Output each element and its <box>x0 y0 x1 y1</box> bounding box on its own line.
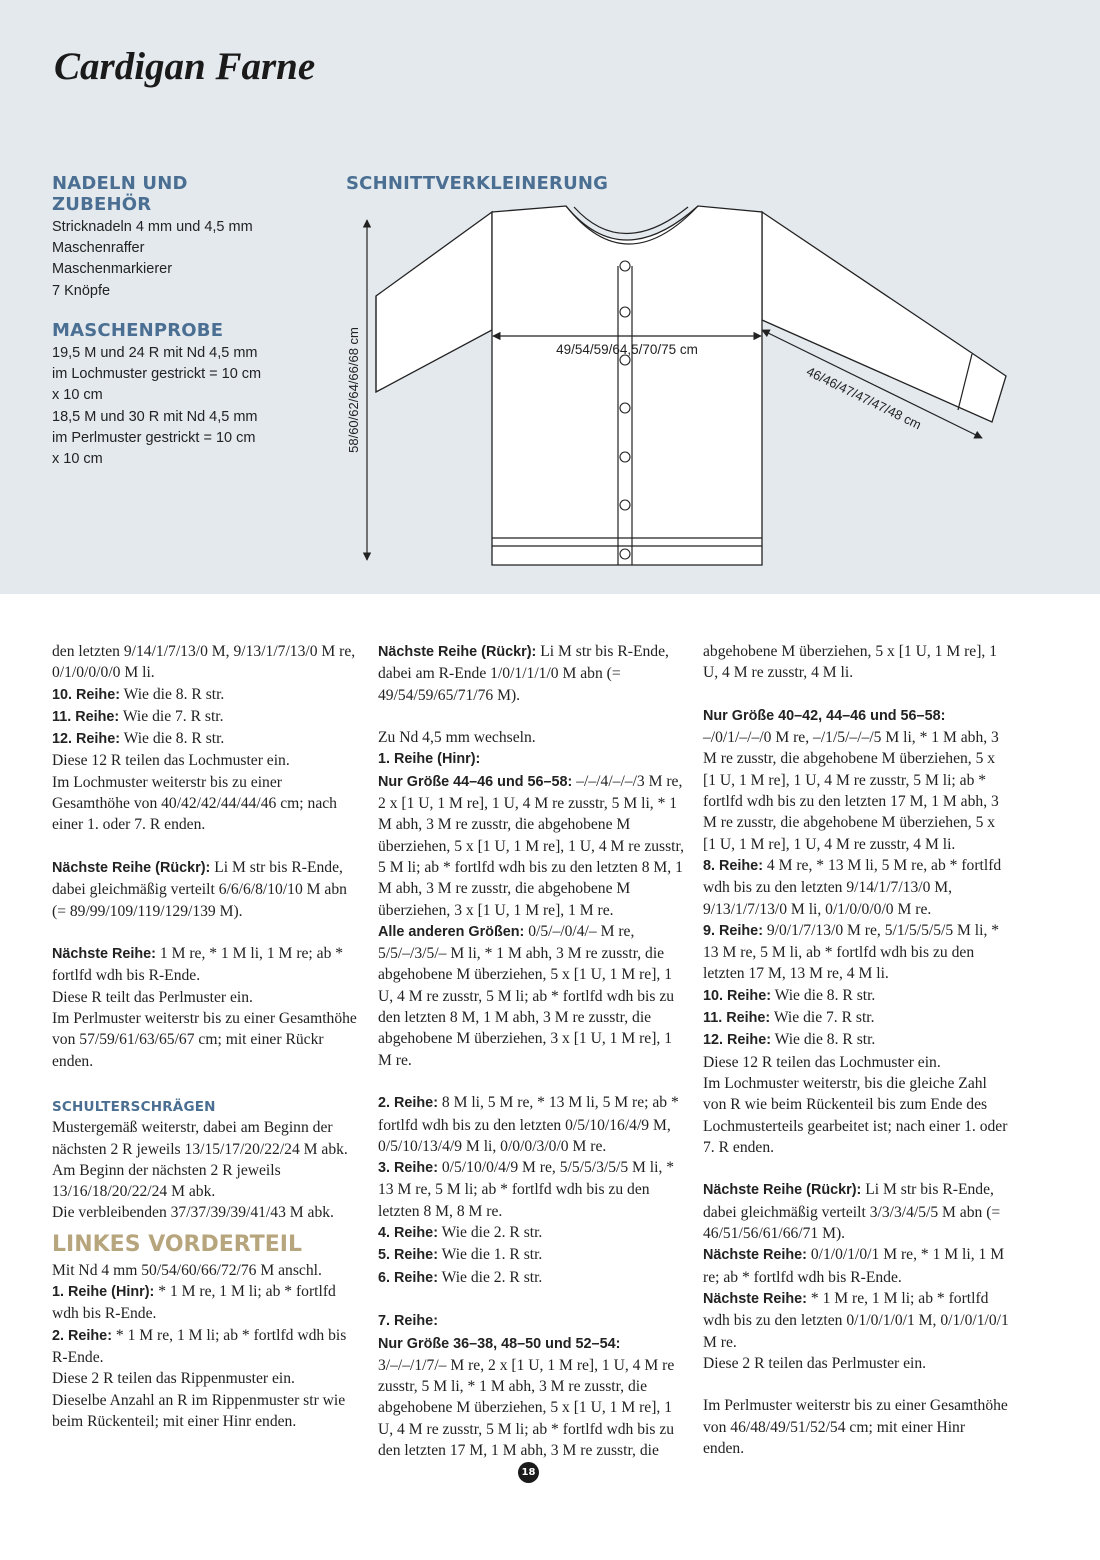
instruction-text: –/–/4/–/–/3 M re, 2 x [1 U, 1 M re], 1 U, 4 M re zusstr, 5 M li, * 1 M abh, 3 M re zusstr, die abgehobene M überziehen, 5 x [1 U, 1 M re], 1 U, 4 M re zusstr, 5 M li; ab * fortlfd wdh bis zu den letzten 8 M, 1 M abh, 3 M re zusstr, die abgehobene M überziehen, 3 x [1 U, 1 M re], 1 M re. <box>378 772 684 919</box>
instruction-paragraph <box>52 1160 358 1203</box>
row-label: Nur Größe 44–46 und 56–58: <box>378 773 573 790</box>
row-label: 1. Reihe (Hinr): <box>378 751 481 768</box>
row-label: Nur Größe 40–42, 44–46 und 56–58: <box>703 707 946 724</box>
row-label: 5. Reihe: <box>378 1247 438 1264</box>
instruction-paragraph <box>52 1202 358 1223</box>
row-label: Nächste Reihe (Rückr): <box>378 644 537 660</box>
instruction-paragraph <box>52 1390 358 1433</box>
row-label: Nächste Reihe (Rückr): <box>703 1182 862 1199</box>
instruction-paragraph <box>703 1288 1009 1353</box>
instruction-paragraph <box>378 1222 684 1244</box>
instruction-text: Li M str bis R-Ende, dabei gleichmäßig verteilt 6/6/6/8/10/10 M abn (= 89/99/109/119/129/139 M). <box>52 858 347 920</box>
instruction-paragraph <box>52 684 358 706</box>
instruction-text: Diese 2 R teilen das Perlmuster ein. <box>703 1354 927 1372</box>
instruction-text: abgehobene M überziehen, 5 x [1 U, 1 M re], 1 U, 4 M re zusstr, 4 M li. <box>703 643 998 682</box>
needles-line: 7 Knöpfe <box>52 282 111 299</box>
length-label: 58/60/62/64/66/68 cm <box>346 327 361 453</box>
text-column-2 <box>378 641 684 1461</box>
row-label: Nächste Reihe: <box>703 1247 807 1264</box>
row-label: Nächste Reihe: <box>52 946 156 963</box>
instruction-text: Im Lochmuster weiterstr, bis die gleiche Zahl von R wie beim Rückenteil bis zum Ende des Lochmusterteils gearbeitet ist; nach einer 1. oder 7. R enden. <box>703 1074 1008 1156</box>
instruction-text: Diese 12 R teilen das Lochmuster ein. <box>52 752 290 770</box>
row-label: Nächste Reihe: <box>703 1290 807 1307</box>
instruction-paragraph <box>52 772 358 836</box>
instruction-paragraph <box>378 1092 684 1157</box>
instruction-text: den letzten 9/14/1/7/13/0 M, 9/13/1/7/13/0 M re, 0/1/0/0/0/0 M li. <box>52 643 356 682</box>
row-label: 10. Reihe: <box>703 987 771 1004</box>
instruction-text: Wie die 1. R str. <box>437 1246 543 1264</box>
instruction-text: Wie die 2. R str. <box>437 1224 543 1242</box>
gauge-section <box>52 320 322 470</box>
instruction-paragraph <box>703 855 1009 920</box>
needles-heading: NADELN UND ZUBEHÖR <box>52 173 188 215</box>
row-label: 11. Reihe: <box>703 1010 771 1027</box>
instruction-paragraph <box>52 1260 358 1281</box>
instruction-text: Wie die 2. R str. <box>437 1268 543 1286</box>
paragraph-gap <box>703 684 1009 705</box>
paragraph-gap <box>378 1071 684 1092</box>
needles-line: Stricknadeln 4 mm und 4,5 mm <box>52 219 253 235</box>
instruction-text: 0/5/–/0/4/– M re, 5/5/–/3/5/– M li, * 1 M abh, 3 M re zusstr, die abgehobene M überziehen, 5 x [1 U, 1 M re], 1 U, 4 M re zusstr, 5 M li; ab * fortlfd wdh bis zu den letzten 8 M, 1 M abh, 3 M re zusstr, die abgehobene M überziehen, 3 x [1 U, 1 M re], 1 M re. <box>378 922 675 1069</box>
instruction-paragraph <box>378 1244 684 1266</box>
row-label: 2. Reihe: <box>52 1327 112 1344</box>
instruction-text: Wie die 7. R str. <box>119 707 224 725</box>
needles-line: Maschenraffer <box>52 240 145 257</box>
instruction-text: Diese R teilt das Perlmuster ein. <box>52 988 253 1006</box>
instruction-paragraph <box>378 1333 684 1462</box>
instruction-text: 1 M re, * 1 M li, 1 M re; ab * fortlfd wdh bis R-Ende. <box>52 945 344 985</box>
row-label: 10. Reihe: <box>52 686 120 703</box>
instruction-paragraph <box>378 771 684 921</box>
instruction-text: Dieselbe Anzahl an R im Rippenmuster str wie beim Rückenteil; mit einer Hinr enden. <box>52 1391 346 1430</box>
page-number: 18 <box>518 1462 539 1483</box>
text-column-1 <box>52 641 358 1432</box>
row-label: 7. Reihe: <box>378 1313 438 1330</box>
gauge-line: 19,5 M und 24 R mit Nd 4,5 mm <box>52 345 258 361</box>
instruction-text: Im Lochmuster weiterstr bis zu einer Gesamthöhe von 40/42/42/44/44/46 cm; nach einer 1. oder 7. R enden. <box>52 773 337 834</box>
instruction-paragraph <box>703 920 1009 985</box>
instruction-paragraph <box>52 706 358 728</box>
instruction-paragraph <box>52 750 358 771</box>
instruction-paragraph <box>52 1325 358 1369</box>
instruction-text: Diese 12 R teilen das Lochmuster ein. <box>703 1053 941 1071</box>
instruction-text: 8 M li, 5 M re, * 13 M li, 5 M re; ab * fortlfd wdh bis zu den letzten 0/5/10/16/4/9 M, 0/5/10/13/4/9 M li, 0/0/0/3/0/0 M re. <box>378 1094 679 1155</box>
instruction-paragraph <box>703 985 1009 1007</box>
paragraph-gap <box>52 836 358 857</box>
instruction-paragraph <box>52 1008 358 1072</box>
page-title: Cardigan Farne <box>54 45 316 88</box>
paragraph-gap <box>703 1158 1009 1179</box>
instruction-text: 0/1/0/1/0/1 M re, * 1 M li, 1 M re; ab * fortlfd wdh bis R-Ende. <box>703 1246 1005 1286</box>
instruction-paragraph <box>52 728 358 750</box>
instruction-text: Wie die 8. R str. <box>119 685 225 703</box>
instruction-text: Im Perlmuster weiterstr bis zu einer Gesamthöhe von 57/59/61/63/65/67 cm; mit einer Rückr enden. <box>52 1010 357 1070</box>
row-label: 12. Reihe: <box>703 1032 771 1049</box>
gauge-heading: MASCHENPROBE <box>52 320 224 341</box>
instruction-text: Mustergemäß weiterstr, dabei am Beginn der nächsten 2 R jeweils 13/15/17/20/22/24 M abk. <box>52 1119 348 1158</box>
instruction-text: –/0/1/–/–/0 M re, –/1/5/–/–/5 M li, * 1 M abh, 3 M re zusstr, die abgehobene M überziehen, 5 x [1 U, 1 M re], 1 U, 4 M re zusstr, 5 M li; ab * fortlfd wdh bis zu den letzten 17 M, 1 M abh, 3 M re zusstr, die abgehobene M überziehen, 5 x [1 U, 1 M re], 1 U, 4 M re zusstr, 4 M li. <box>703 729 999 853</box>
instruction-text: * 1 M re, 1 M li; ab * fortlfd wdh bis R-Ende. <box>52 1326 347 1366</box>
row-label: Nur Größe 36–38, 48–50 und 52–54: <box>378 1335 621 1352</box>
schematic-heading: SCHNITTVERKLEINERUNG <box>346 173 609 194</box>
instruction-paragraph <box>703 1029 1009 1051</box>
instruction-text: Li M str bis R-Ende, dabei am R-Ende 1/0/1/1/1/0 M abn (= 49/54/59/65/71/76 M). <box>378 643 669 704</box>
row-label: 1. Reihe (Hinr): <box>52 1284 155 1301</box>
needles-line: Maschenmarkierer <box>52 261 173 278</box>
instruction-text: 0/5/10/0/4/9 M re, 5/5/5/3/5/5 M li, * 13 M re, 5 M li; ab * fortlfd wdh bis zu den letzten 8 M, 8 M re. <box>378 1159 675 1220</box>
instruction-text: Mit Nd 4 mm 50/54/60/66/72/76 M anschl. <box>52 1261 322 1279</box>
instruction-paragraph <box>378 1157 684 1222</box>
instruction-paragraph <box>52 1368 358 1389</box>
text-column-3 <box>703 641 1009 1459</box>
paragraph-gap <box>378 1289 684 1310</box>
row-label: 11. Reihe: <box>52 708 120 725</box>
instruction-paragraph <box>52 987 358 1008</box>
instruction-text: * 1 M re, 1 M li; ab * fortlfd wdh bis R-Ende. <box>52 1283 336 1323</box>
width-label: 49/54/59/64,5/70/75 cm <box>556 342 698 357</box>
row-label: Alle anderen Größen: <box>378 923 525 940</box>
instruction-paragraph <box>52 1117 358 1160</box>
row-label: 9. Reihe: <box>703 922 763 939</box>
paragraph-gap <box>378 706 684 727</box>
instruction-paragraph <box>378 727 684 748</box>
instruction-text: * 1 M re, 1 M li; ab * fortlfd wdh bis zu den letzten 0/1/0/1/0/1 M, 0/1/0/1/0/1 M re. <box>703 1289 1009 1351</box>
instruction-text: Li M str bis R-Ende, dabei gleichmäßig verteilt 3/3/3/4/5/5 M abn (= 46/51/56/61/66/71 M). <box>703 1181 1001 1243</box>
instruction-paragraph <box>52 943 358 987</box>
instruction-text: Diese 2 R teilen das Rippenmuster ein. <box>52 1370 295 1388</box>
paragraph-gap <box>52 922 358 943</box>
instruction-paragraph <box>703 1353 1009 1374</box>
gauge-line: x 10 cm <box>52 387 103 404</box>
gauge-line: 18,5 M und 30 R mit Nd 4,5 mm <box>52 408 258 425</box>
paragraph-gap <box>703 1374 1009 1395</box>
instruction-paragraph <box>378 1267 684 1289</box>
instruction-paragraph <box>378 748 684 770</box>
instruction-paragraph <box>378 1310 684 1332</box>
instruction-paragraph <box>703 1073 1009 1158</box>
instruction-paragraph <box>703 1052 1009 1073</box>
row-label: 2. Reihe: <box>378 1095 438 1112</box>
instruction-text: 3/–/–/1/7/– M re, 2 x [1 U, 1 M re], 1 U, 4 M re zusstr, 5 M li, * 1 M abh, 3 M re zusstr, die abgehobene M überziehen, 5 x [1 U, 1 M re], 1 U, 4 M re zusstr, 5 M li; ab * fortlfd wdh bis zu den letzten 17 M, 1 M abh, 3 M re zusstr, die <box>378 1356 675 1459</box>
instruction-text: 4 M re, * 13 M li, 5 M re, ab * fortlfd wdh bis zu den letzten 9/14/1/7/13/0 M, 9/13/1/7/13/0 M li, 0/1/0/0/0/0 M re. <box>703 856 1002 918</box>
row-label: 4. Reihe: <box>378 1225 438 1242</box>
instruction-text: 9/0/1/7/13/0 M re, 5/1/5/5/5/5 M li, * 13 M re, 5 M li, ab * fortlfd wdh bis zu den letzten 17 M, 13 M re, 4 M li. <box>703 921 1000 983</box>
instruction-text: Am Beginn der nächsten 2 R jeweils 13/16/18/20/22/24 M abk. <box>52 1161 281 1201</box>
subsection-heading: SCHULTERSCHRÄGEN <box>52 1099 216 1116</box>
instruction-paragraph <box>703 641 1009 684</box>
instruction-text: Wie die 8. R str. <box>770 1031 876 1049</box>
instruction-paragraph <box>703 1179 1009 1244</box>
gauge-line: x 10 cm <box>52 451 103 468</box>
instruction-paragraph <box>703 705 1009 855</box>
instruction-text: Die verbleibenden 37/37/39/39/41/43 M abk. <box>52 1204 334 1222</box>
instruction-paragraph <box>703 1395 1009 1459</box>
instruction-text: Wie die 8. R str. <box>770 986 876 1004</box>
instruction-paragraph <box>52 857 358 922</box>
section-heading: LINKES VORDERTEIL <box>52 1231 302 1257</box>
instruction-paragraph <box>378 921 684 1071</box>
instruction-text: Wie die 8. R str. <box>119 730 225 748</box>
row-label: 8. Reihe: <box>703 857 763 874</box>
row-label: Nächste Reihe (Rückr): <box>52 859 211 876</box>
needles-section <box>52 173 322 302</box>
cardigan-schematic <box>330 190 1010 585</box>
gauge-line: im Perlmuster gestrickt = 10 cm <box>52 429 256 446</box>
row-label: 3. Reihe: <box>378 1160 438 1177</box>
sleeve-label: 46/46/47/47/47/48 cm <box>804 363 924 433</box>
gauge-line: im Lochmuster gestrickt = 10 cm <box>52 366 262 383</box>
instruction-text: Wie die 7. R str. <box>770 1009 875 1027</box>
instruction-paragraph <box>52 1281 358 1325</box>
paragraph-gap <box>52 1072 358 1093</box>
cardigan-schematic-drawing <box>330 190 1010 585</box>
instruction-paragraph <box>703 1007 1009 1029</box>
instruction-paragraph <box>703 1244 1009 1288</box>
instruction-paragraph <box>52 641 358 684</box>
row-label: 6. Reihe: <box>378 1269 438 1286</box>
instruction-text: Im Perlmuster weiterstr bis zu einer Gesamthöhe von 46/48/49/51/52/54 cm; mit einer Hinr enden. <box>703 1397 1008 1457</box>
instruction-paragraph <box>378 641 684 706</box>
row-label: 12. Reihe: <box>52 731 120 748</box>
instruction-text: Zu Nd 4,5 mm wechseln. <box>378 729 536 747</box>
